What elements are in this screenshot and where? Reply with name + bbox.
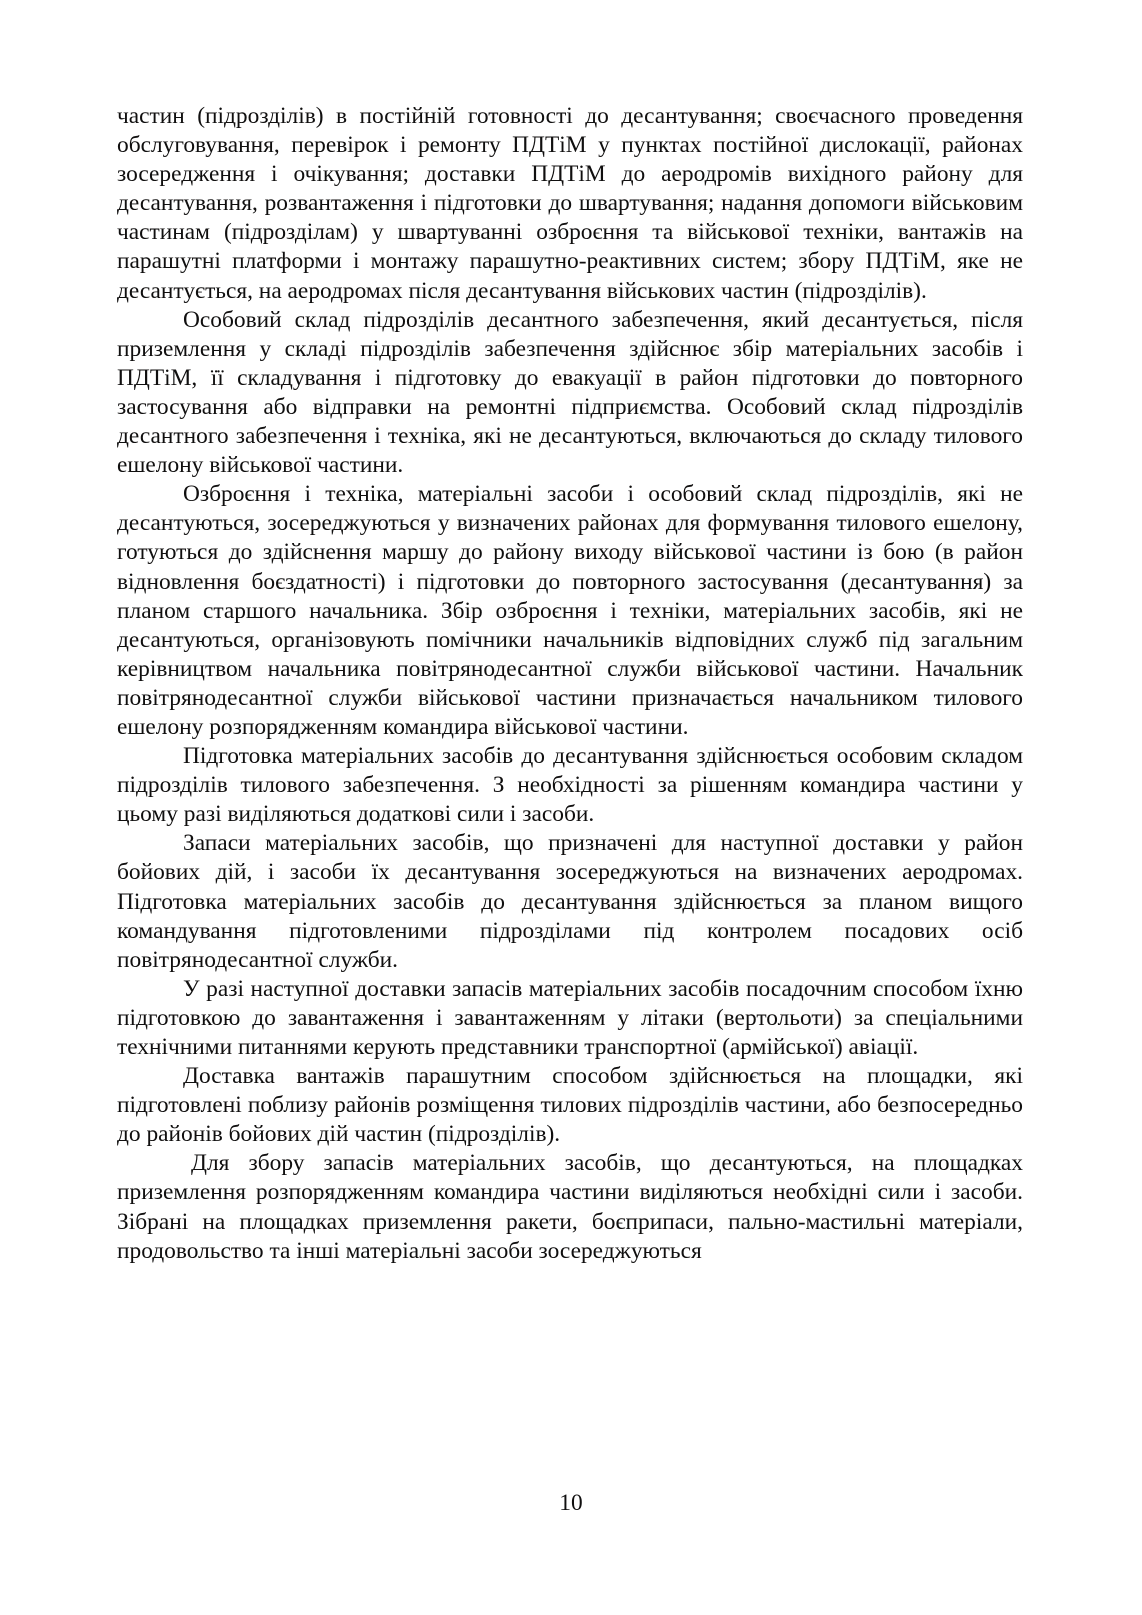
body-paragraph-2: Особовий склад підрозділів десантного забезпечення, який десантується, після приземлення у складі підрозділів забезпечення здійснює збір матеріальних засобів і ПДТіМ, її складування і підготовку до евакуації в район підготовки до повторного застосування або відправки на ремонтні підприємства. Особовий склад підрозділів десантного забезпечення і техніка, які не десантуються, включаються до складу тилового ешелону військової частини. [117,306,1023,479]
page-number: 10 [559,1490,583,1516]
body-paragraph-5: Запаси матеріальних засобів, що призначені для наступної доставки у район бойових дій, і засоби їх десантування зосереджуються на визначених аеродромах. Підготовка матеріальних засобів до десантування здійснюється за планом вищого командування підготовленими підрозділами під контролем посадових осіб повітрянодесантної служби. [117,830,1023,973]
document-body-text-column [117,102,1023,1266]
body-paragraph-1: частин (підрозділів) в постійній готовності до десантування; своєчасного проведення обслуговування, перевірок і ремонту ПДТіМ у пунктах постійної дислокації, районах зосередження і очікування; доставки ПДТіМ до аеродромів вихідного району для десантування, розвантаження і підготовки до швартування; надання допомоги військовим частинам (підрозділам) у швартуванні озброєння та військової техніки, вантажів на парашутні платформи і монтажу парашутно-реактивних систем; збору ПДТіМ, яке не десантується, на аеродромах після десантування військових частин (підрозділів). [117,103,1023,304]
body-paragraph-4: Підготовка матеріальних засобів до десантування здійснюється особовим складом підрозділів тилового забезпечення. З необхідності за рішенням командира частини у цьому разі виділяються додаткові сили і засоби. [117,743,1023,828]
body-paragraph-3: Озброєння і техніка, матеріальні засоби і особовий склад підрозділів, які не десантуються, зосереджуються у визначених районах для формування тилового ешелону, готуються до здійснення маршу до району виходу військової частини із бою (в район відновлення боєздатності) і підготовки до повторного застосування (десантування) за планом старшого начальника. Збір озброєння і техніки, матеріальних засобів, які не десантуються, організовують помічники начальників відповідних служб під загальним керівництвом начальника повітрянодесантної служби військової частини. Начальник повітрянодесантної служби військової частини призначається начальником тилового ешелону розпорядженням командира військової частини. [117,481,1023,740]
body-paragraph-8: Для збору запасів матеріальних засобів, що десантуються, на площадках приземлення розпорядженням командира частини виділяються необхідні сили і засоби. Зібрані на площадках приземлення ракети, боєприпаси, пально-мастильні матеріали, продовольство та інші матеріальні засоби зосереджуються [117,1150,1023,1264]
body-paragraph-6: У разі наступної доставки запасів матеріальних засобів посадочним способом їхню підготовкою до завантаження і завантаженням у літаки (вертольоти) за спеціальними технічними питаннями керують представники транспортної (армійської) авіації. [117,975,1023,1060]
body-paragraph-7: Доставка вантажів парашутним способом здійснюється на площадки, які підготовлені поблизу районів розміщення тилових підрозділів частини, або безпосередньо до районів бойових дій частин (підрозділів). [117,1063,1023,1148]
